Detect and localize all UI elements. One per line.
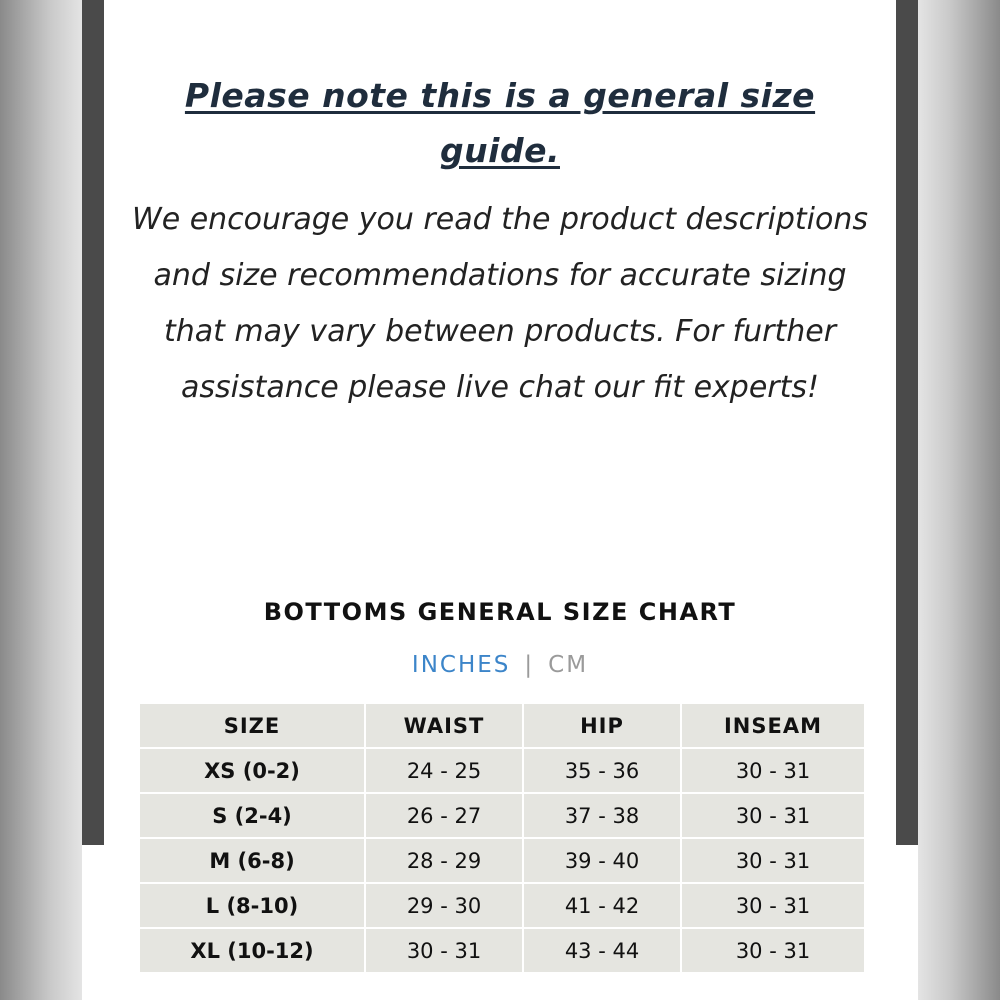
table-row <box>140 884 864 927</box>
column-header-hip: HIP <box>524 704 680 747</box>
size-guide-description: We encourage you read the product descriptions and size recommendations for accurate sizing that may vary between products. For further assistance please live chat our fit experts! <box>132 202 868 405</box>
table-row <box>140 929 864 972</box>
waist-cell: 29 - 30 <box>366 884 522 927</box>
size-cell: XS (0-2) <box>140 749 364 792</box>
table-row <box>140 839 864 882</box>
column-header-size: SIZE <box>140 704 364 747</box>
hip-cell: 43 - 44 <box>524 929 680 972</box>
inseam-cell: 30 - 31 <box>682 794 864 837</box>
unit-toggle <box>104 652 896 678</box>
inches-toggle-button[interactable]: INCHES <box>411 652 511 678</box>
size-chart-table <box>138 702 866 974</box>
hip-cell: 35 - 36 <box>524 749 680 792</box>
hip-cell: 41 - 42 <box>524 884 680 927</box>
column-header-inseam: INSEAM <box>682 704 864 747</box>
size-cell: S (2-4) <box>140 794 364 837</box>
inseam-cell: 30 - 31 <box>682 929 864 972</box>
waist-cell: 26 - 27 <box>366 794 522 837</box>
table-row <box>140 749 864 792</box>
size-guide-content <box>104 0 896 963</box>
unit-separator: | <box>524 652 535 678</box>
waist-cell: 30 - 31 <box>366 929 522 972</box>
general-size-guide-heading: Please note this is a general size guide. <box>184 76 816 170</box>
hip-cell: 39 - 40 <box>524 839 680 882</box>
hip-cell: 37 - 38 <box>524 794 680 837</box>
inseam-cell: 30 - 31 <box>682 839 864 882</box>
size-cell: L (8-10) <box>140 884 364 927</box>
table-header-row <box>140 704 864 747</box>
waist-cell: 28 - 29 <box>366 839 522 882</box>
size-cell: M (6-8) <box>140 839 364 882</box>
inseam-cell: 30 - 31 <box>682 749 864 792</box>
cm-toggle-button[interactable]: CM <box>548 652 589 678</box>
table-row <box>140 794 864 837</box>
column-header-waist: WAIST <box>366 704 522 747</box>
inseam-cell: 30 - 31 <box>682 884 864 927</box>
waist-cell: 24 - 25 <box>366 749 522 792</box>
size-chart-title: BOTTOMS GENERAL SIZE CHART <box>263 598 737 626</box>
size-cell: XL (10-12) <box>140 929 364 972</box>
